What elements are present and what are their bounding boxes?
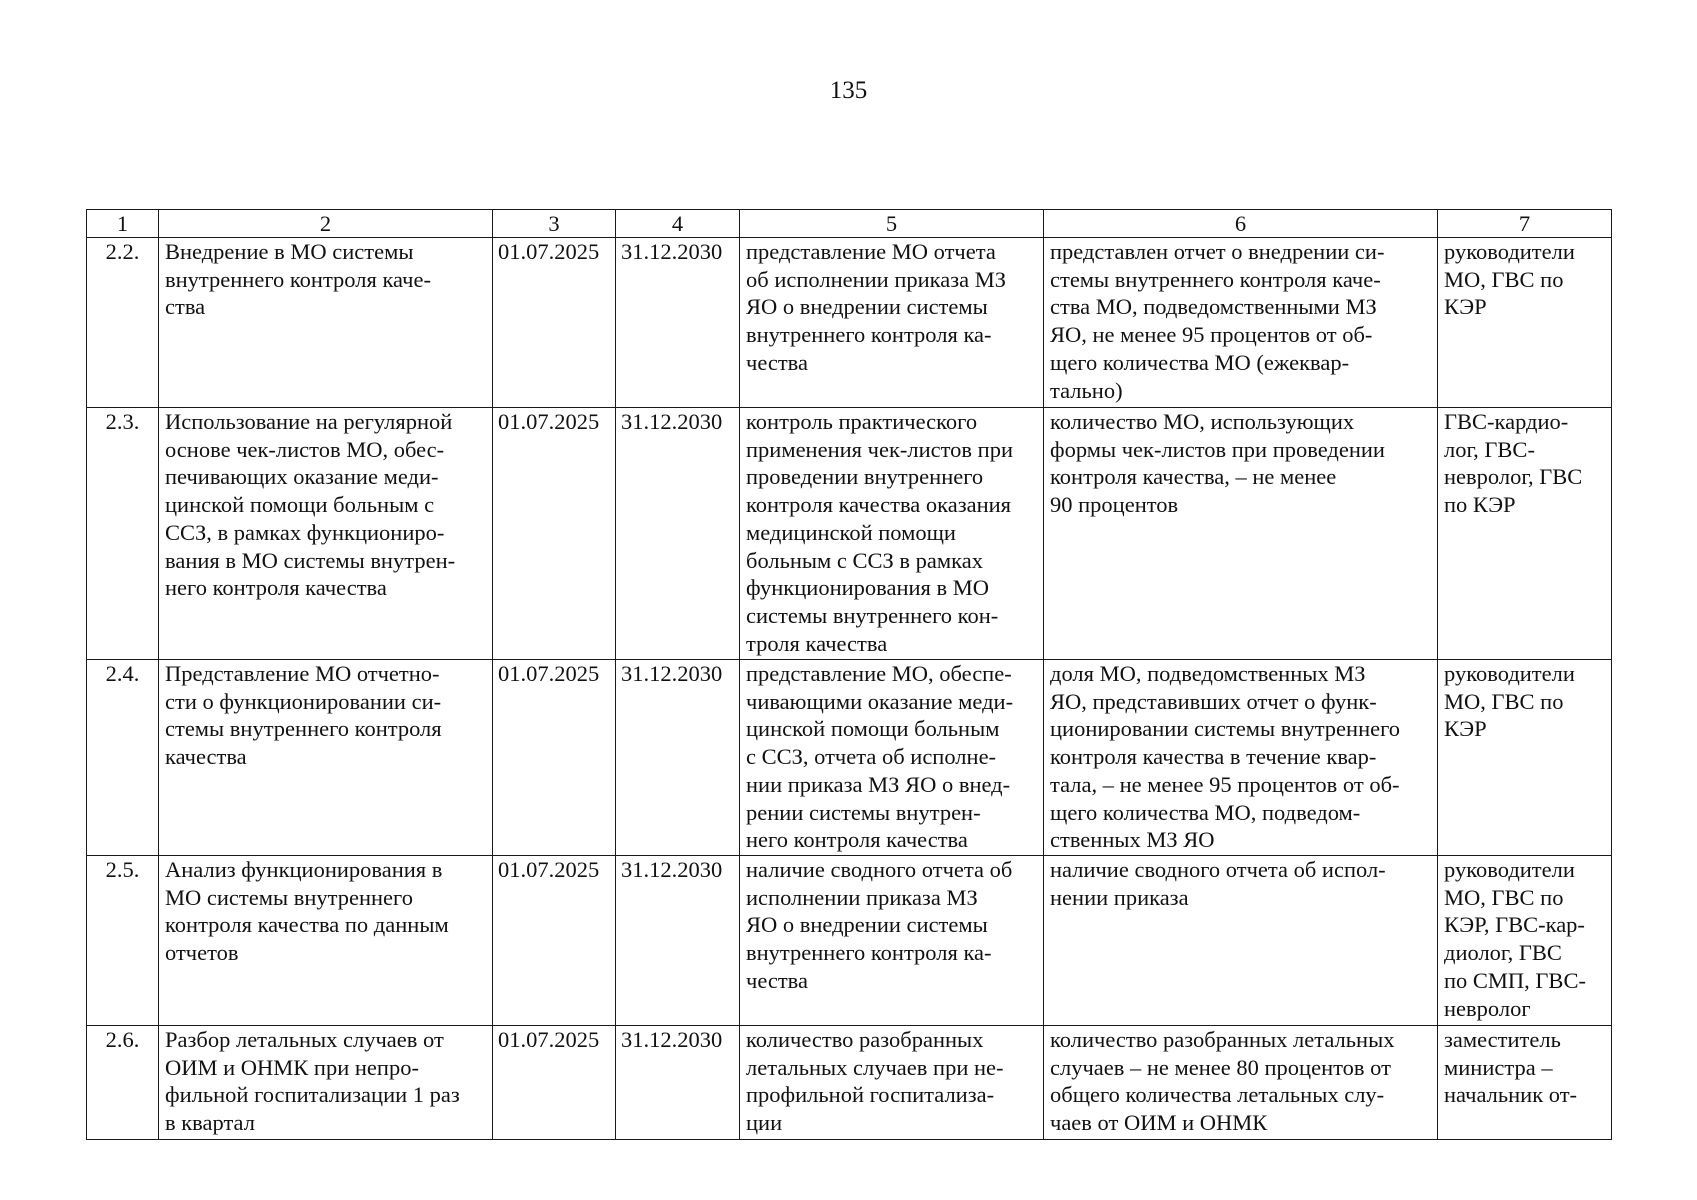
result-cell: контроль практического применения чек-листов при проведении внутреннего контроля качества оказания медицинской помощи больным с ССЗ в рамках функционирования в МО системы внутреннего кон- троля качества (740, 408, 1044, 660)
result-cell: наличие сводного отчета об исполнении приказа МЗ ЯО о внедрении системы внутреннего контроля ка- чества (740, 856, 1044, 1026)
end-date-cell: 31.12.2030 (616, 660, 740, 856)
column-header-2: 2 (159, 210, 493, 238)
table-row (87, 408, 1612, 660)
row-number: 2.4. (87, 660, 159, 856)
responsible-cell: руководители МО, ГВС по КЭР (1438, 660, 1612, 856)
result-cell: представление МО, обеспе- чивающими оказание меди- цинской помощи больным с ССЗ, отчета об исполне- нии приказа МЗ ЯО о внед- рении системы внутрен- него контроля качества (740, 660, 1044, 856)
activity-cell: Представление МО отчетно- сти о функционировании си- стемы внутреннего контроля качества (159, 660, 493, 856)
start-date-cell: 01.07.2025 (493, 1026, 616, 1140)
row-number: 2.6. (87, 1026, 159, 1140)
end-date-cell: 31.12.2030 (616, 238, 740, 408)
column-header-6: 6 (1044, 210, 1438, 238)
indicator-cell: наличие сводного отчета об испол- нении приказа (1044, 856, 1438, 1026)
table-row (87, 1026, 1612, 1140)
row-number: 2.5. (87, 856, 159, 1026)
result-cell: количество разобранных летальных случаев при не- профильной госпитализа- ции (740, 1026, 1044, 1140)
start-date-cell: 01.07.2025 (493, 238, 616, 408)
responsible-cell: руководители МО, ГВС по КЭР, ГВС-кар- диолог, ГВС по СМП, ГВС- невролог (1438, 856, 1612, 1026)
column-header-4: 4 (616, 210, 740, 238)
row-number: 2.2. (87, 238, 159, 408)
start-date-cell: 01.07.2025 (493, 856, 616, 1026)
column-number-row (87, 210, 1612, 238)
result-cell: представление МО отчета об исполнении приказа МЗ ЯО о внедрении системы внутреннего контроля ка- чества (740, 238, 1044, 408)
start-date-cell: 01.07.2025 (493, 408, 616, 660)
indicator-cell: количество разобранных летальных случаев – не менее 80 процентов от общего количества летальных слу- чаев от ОИМ и ОНМК (1044, 1026, 1438, 1140)
column-header-3: 3 (493, 210, 616, 238)
responsible-cell: ГВС-кардио- лог, ГВС- невролог, ГВС по КЭР (1438, 408, 1612, 660)
column-header-5: 5 (740, 210, 1044, 238)
end-date-cell: 31.12.2030 (616, 408, 740, 660)
start-date-cell: 01.07.2025 (493, 660, 616, 856)
responsible-cell: руководители МО, ГВС по КЭР (1438, 238, 1612, 408)
table-row (87, 238, 1612, 408)
row-number: 2.3. (87, 408, 159, 660)
page-number: 135 (829, 77, 868, 104)
column-header-1: 1 (87, 210, 159, 238)
responsible-cell: заместитель министра – начальник от- (1438, 1026, 1612, 1140)
table-row (87, 660, 1612, 856)
activity-cell: Разбор летальных случаев от ОИМ и ОНМК при непро- фильной госпитализации 1 раз в квартал (159, 1026, 493, 1140)
indicator-cell: доля МО, подведомственных МЗ ЯО, представивших отчет о функ- ционировании системы внутреннего контроля качества в течение квар- тала, – не менее 95 процентов от об- щего количества МО, подведом- ственных МЗ ЯО (1044, 660, 1438, 856)
activity-cell: Внедрение в МО системы внутреннего контроля каче- ства (159, 238, 493, 408)
activity-cell: Анализ функционирования в МО системы внутреннего контроля качества по данным отчетов (159, 856, 493, 1026)
end-date-cell: 31.12.2030 (616, 1026, 740, 1140)
table-row (87, 856, 1612, 1026)
action-plan-table (86, 209, 1612, 1140)
end-date-cell: 31.12.2030 (616, 856, 740, 1026)
column-header-7: 7 (1438, 210, 1612, 238)
indicator-cell: количество МО, использующих формы чек-листов при проведении контроля качества, – не менее 90 процентов (1044, 408, 1438, 660)
indicator-cell: представлен отчет о внедрении си- стемы внутреннего контроля каче- ства МО, подведомственными МЗ ЯО, не менее 95 процентов от об- щего количества МО (ежеквар- тально) (1044, 238, 1438, 408)
activity-cell: Использование на регулярной основе чек-листов МО, обес- печивающих оказание меди- цинской помощи больным с ССЗ, в рамках функциониро- вания в МО системы внутрен- него контроля качества (159, 408, 493, 660)
